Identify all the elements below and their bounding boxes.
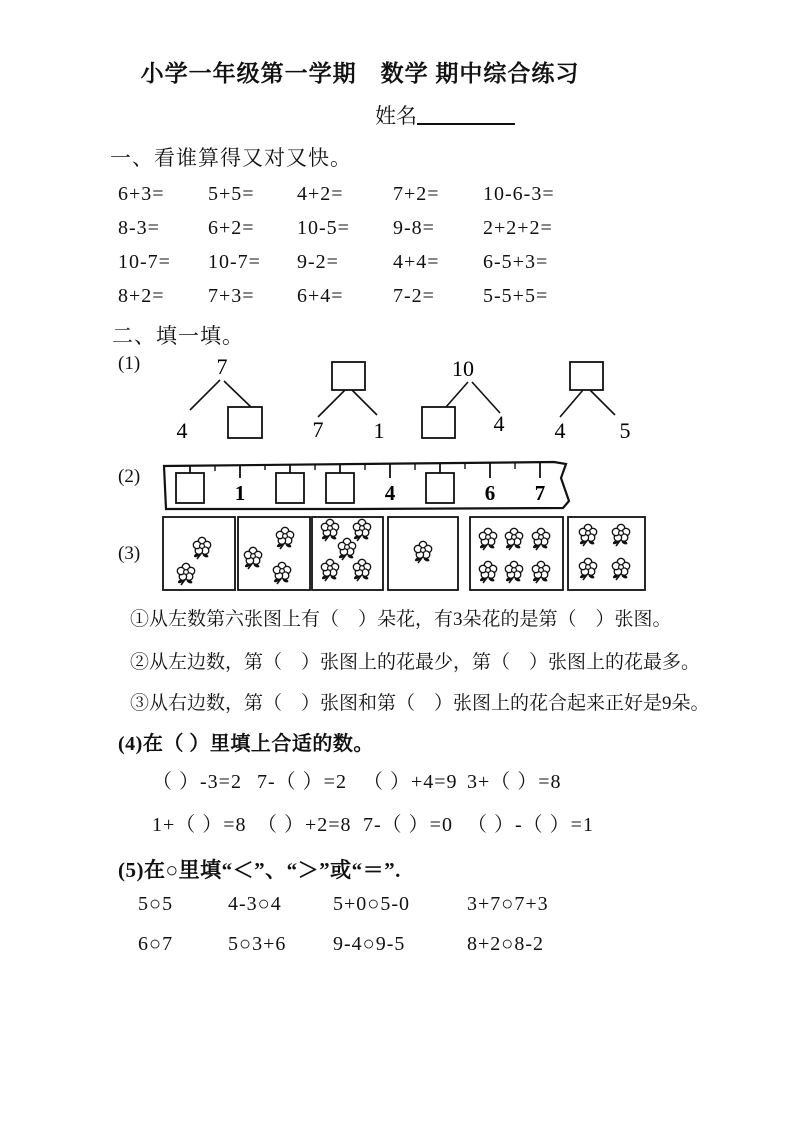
comparison-item: 9-4○9-5: [333, 933, 406, 955]
fill-equation: （ ）+4=9: [363, 771, 458, 793]
math-problem: 7+3=: [208, 285, 255, 307]
ruler-number: 6: [484, 481, 496, 505]
comparison-item: 4-3○4: [228, 893, 282, 915]
math-problem: 9-2=: [297, 251, 339, 273]
number-bond: [555, 362, 631, 443]
math-problem: 8-3=: [118, 217, 160, 239]
section-two-heading: 二、填一填。: [112, 324, 244, 348]
bond-right-value: 1: [373, 418, 385, 443]
math-problem: 7+2=: [393, 183, 440, 205]
bond-left-value: 7: [312, 417, 324, 442]
answer-box: [570, 362, 603, 390]
number-ruler: [158, 456, 598, 518]
bond-right-value: 4: [493, 411, 505, 436]
math-problem: 2+2+2=: [483, 217, 553, 239]
flower-picture-cards: [160, 514, 650, 596]
math-problem: 7-2=: [393, 285, 435, 307]
q4-heading: (4)在（ ）里填上合适的数。: [118, 733, 374, 755]
math-problem: 6+4=: [297, 285, 344, 307]
math-problem: 10-7=: [208, 251, 261, 273]
comparison-item: 3+7○7+3: [467, 893, 549, 915]
fill-equation: 7-（ ）=2: [257, 771, 347, 793]
flower-icon: [321, 519, 339, 541]
math-problem: 10-5=: [297, 217, 350, 239]
math-problem: 5-5+5=: [483, 285, 549, 307]
ruler-number: 4: [384, 481, 396, 505]
flower-icon: [321, 559, 339, 581]
q1-label: (1): [118, 353, 141, 374]
math-problem: 5+5=: [208, 183, 255, 205]
answer-box: [228, 407, 262, 438]
comparison-item: 6○7: [138, 933, 174, 955]
flower-icon: [505, 528, 523, 550]
bond-top-value: 7: [216, 354, 228, 379]
q5-label: (5): [118, 858, 144, 882]
q3-question-2: ②从左边数，第（ ）张图上的花最少，第（ ）张图上的花最多。: [130, 652, 701, 673]
flower-icon: [479, 561, 497, 583]
flower-icon: [193, 537, 211, 559]
answer-box: [176, 473, 204, 503]
comparison-item: 5○3+6: [228, 933, 287, 955]
answer-box: [426, 473, 454, 503]
flower-icon: [244, 547, 262, 569]
ruler-number: 1: [234, 481, 246, 505]
flower-icon: [532, 561, 550, 583]
q5-heading: (5)在○里填“＜”、“＞”或“＝”.: [118, 858, 401, 882]
answer-box: [332, 362, 365, 390]
q4-equations: [152, 765, 607, 851]
fill-equation: 7-（ ）=0: [363, 814, 453, 836]
flower-icon: [276, 527, 294, 549]
q3-question-1: ①从左数第六张图上有（ ）朵花，有3朵花的是第（ ）张图。: [130, 609, 672, 630]
name-label: 姓名: [375, 104, 417, 128]
section-one-heading: 一、看谁算得又对又快。: [110, 146, 352, 170]
number-bond: [313, 362, 385, 443]
math-problem: 4+4=: [393, 251, 440, 273]
bond-right-value: 5: [619, 418, 631, 443]
math-problem: 10-7=: [118, 251, 171, 273]
flower-icon: [273, 562, 291, 584]
fill-equation: （ ）+2=8: [257, 814, 352, 836]
flower-icon: [532, 528, 550, 550]
answer-box: [422, 407, 455, 438]
math-problem: 10-6-3=: [483, 183, 555, 205]
number-bond-diagrams: [150, 350, 650, 450]
math-problem: 4+2=: [297, 183, 344, 205]
flower-icon: [177, 563, 195, 585]
flower-icon: [338, 538, 356, 560]
arithmetic-problems: [118, 183, 593, 319]
fill-equation: 1+（ ）=8: [152, 814, 247, 836]
flower-icon: [579, 558, 597, 580]
bond-top-value: 10: [452, 356, 474, 381]
comparison-item: 5+0○5-0: [333, 893, 411, 915]
flower-icon: [612, 558, 630, 580]
math-problem: 6+3=: [118, 183, 165, 205]
flower-icon: [579, 524, 597, 546]
ruler-number: 7: [534, 481, 546, 505]
q3-question-3: ③从右边数，第（ ）张图和第（ ）张图上的花合起来正好是9朵。: [130, 693, 710, 714]
fill-equation: （ ）-（ ）=1: [467, 814, 594, 836]
page-title: 小学一年级第一学期 数学 期中综合练习: [140, 61, 580, 86]
math-problem: 6-5+3=: [483, 251, 549, 273]
q5-comparisons: [138, 893, 607, 973]
number-bond: [177, 354, 263, 443]
flower-icon: [353, 559, 371, 581]
fill-equation: （ ）-3=2: [152, 771, 242, 793]
flower-icon: [612, 524, 630, 546]
q3-label: (3): [118, 543, 141, 564]
math-problem: 8+2=: [118, 285, 165, 307]
answer-box: [326, 473, 354, 503]
flower-icon: [353, 519, 371, 541]
number-bond: [422, 356, 505, 438]
flower-icon: [414, 541, 432, 563]
comparison-item: 8+2○8-2: [467, 933, 545, 955]
math-problem: 6+2=: [208, 217, 255, 239]
q2-label: (2): [118, 466, 141, 487]
comparison-item: 5○5: [138, 893, 174, 915]
bond-left-value: 4: [554, 418, 566, 443]
flower-icon: [479, 528, 497, 550]
math-problem: 9-8=: [393, 217, 435, 239]
q4-label: (4): [118, 733, 143, 755]
name-field: [375, 100, 515, 130]
bond-left-value: 4: [176, 418, 188, 443]
flower-icon: [505, 561, 523, 583]
answer-box: [276, 473, 304, 503]
picture-card: [568, 517, 645, 590]
fill-equation: 3+（ ）=8: [467, 771, 562, 793]
name-blank-line: [417, 102, 515, 125]
